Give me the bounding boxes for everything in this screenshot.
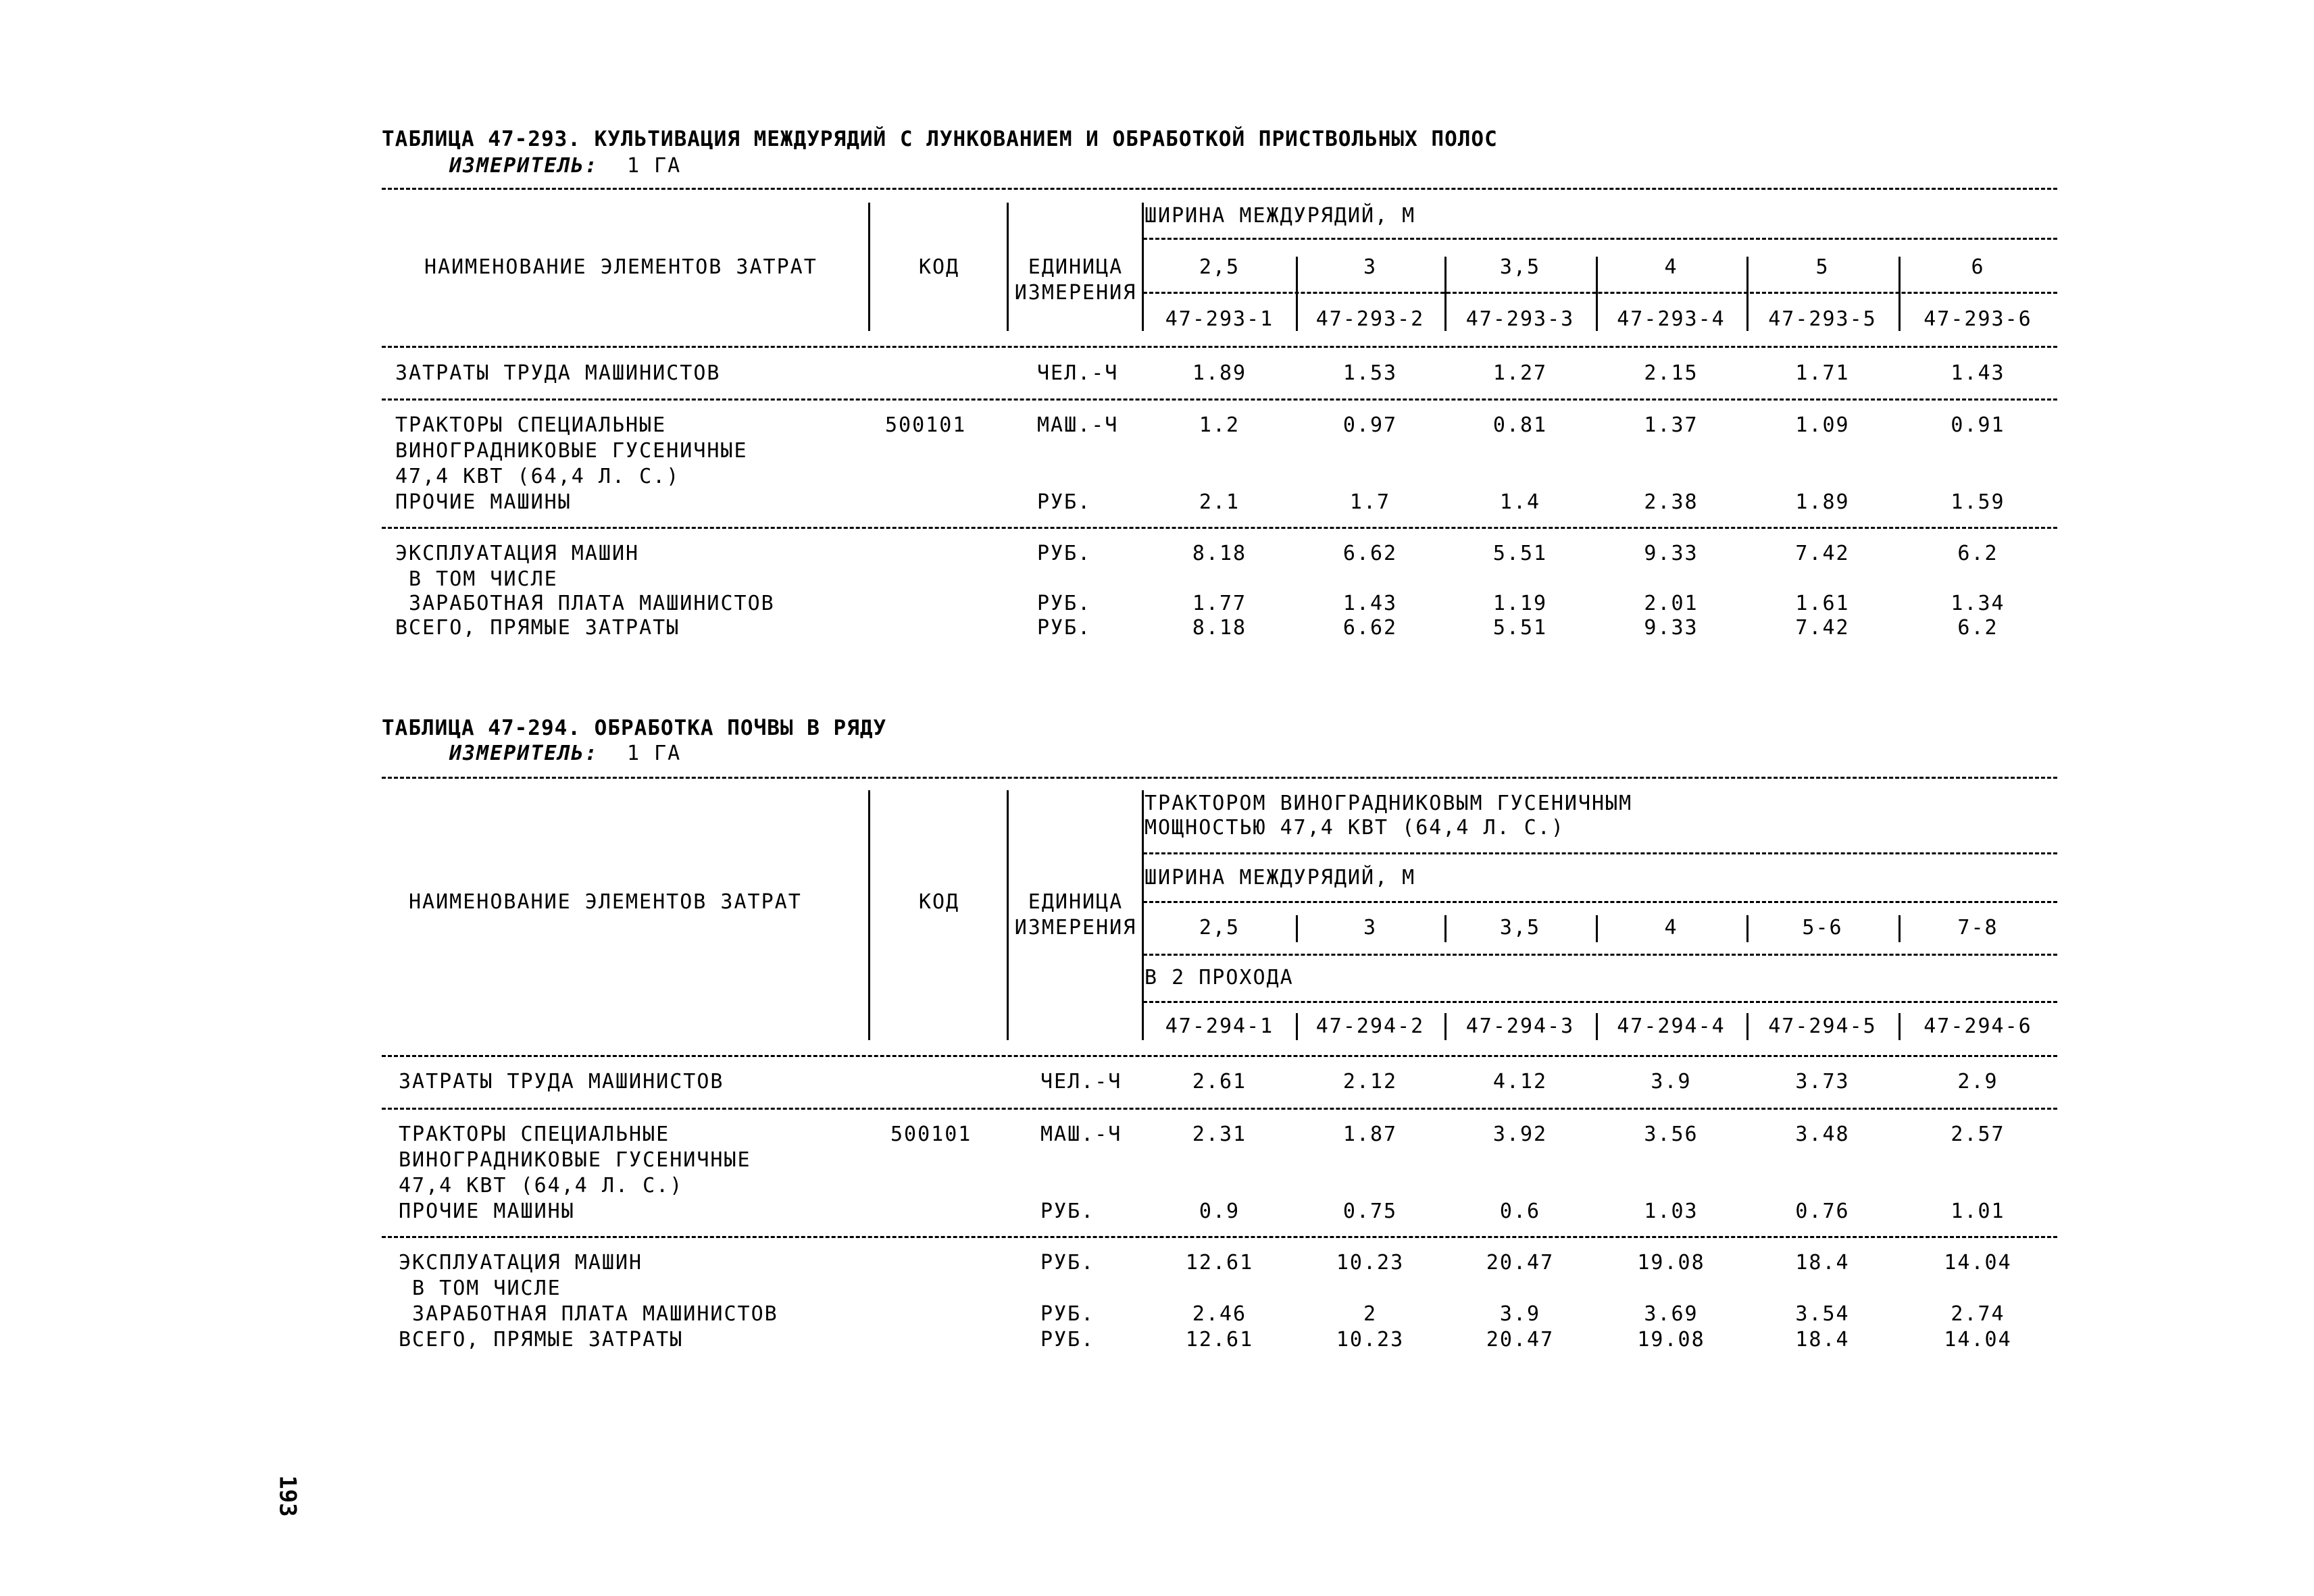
row-value: 10.23 (1336, 1251, 1405, 1275)
row-value: 1.77 (1192, 592, 1247, 615)
row-value: 7.42 (1795, 542, 1850, 565)
row-value: 0.9 (1199, 1200, 1240, 1223)
row-value: 2.61 (1192, 1070, 1247, 1093)
row-name: ЗАРАБОТНАЯ ПЛАТА МАШИНИСТОВ (399, 1302, 778, 1326)
row-name: ТРАКТОРЫ СПЕЦИАЛЬНЫЕ (399, 1123, 670, 1146)
row-value: 8.18 (1192, 542, 1247, 565)
row-value: 0.76 (1795, 1200, 1850, 1223)
table1-group-label: ШИРИНА МЕЖДУРЯДИЙ, М (1145, 204, 1416, 228)
table1-head-code: КОД (918, 255, 960, 279)
table1-width: 3 (1363, 255, 1378, 279)
row-value: 19.08 (1637, 1251, 1705, 1275)
row-value: 19.08 (1637, 1328, 1705, 1352)
row-value: 18.4 (1795, 1251, 1850, 1275)
table2-divider (1007, 790, 1009, 1040)
row-value: 6.2 (1957, 616, 1998, 640)
row-value: 2.9 (1957, 1070, 1998, 1093)
table2-code: 47-294-2 (1315, 1014, 1425, 1038)
row-value: 2.38 (1644, 490, 1699, 514)
table1-code: 47-293-3 (1465, 307, 1575, 331)
table2-width: 2,5 (1199, 916, 1240, 939)
table1-width-rule (1143, 292, 2057, 294)
table2-group-label: ШИРИНА МЕЖДУРЯДИЙ, М (1145, 866, 1416, 890)
row-unit: РУБ. (1040, 1302, 1095, 1326)
row-value: 2.31 (1192, 1123, 1247, 1146)
table2-width: 4 (1664, 916, 1678, 939)
row-unit: РУБ. (1037, 490, 1092, 514)
table2-group-label: МОЩНОСТЬЮ 47,4 КВТ (64,4 Л. С.) (1145, 816, 1565, 840)
row-value: 3.48 (1795, 1123, 1850, 1146)
row-value: 0.97 (1342, 413, 1398, 437)
row-value: 5.51 (1492, 616, 1548, 640)
row-value: 6.62 (1342, 542, 1398, 565)
row-code: 500101 (890, 1123, 972, 1146)
table2-code: 47-294-6 (1923, 1014, 2032, 1038)
row-value: 2.57 (1951, 1123, 2005, 1146)
table1-width: 6 (1971, 255, 1985, 279)
table2-group-rule (1143, 901, 2057, 903)
row-value: 1.61 (1795, 592, 1850, 615)
row-value: 6.62 (1342, 616, 1398, 640)
row-value: 1.89 (1192, 361, 1247, 385)
row-value: 8.18 (1192, 616, 1247, 640)
row-value: 1.2 (1199, 413, 1240, 437)
table2-code: 47-294-3 (1465, 1014, 1575, 1038)
row-name: 47,4 КВТ (64,4 Л. С.) (399, 1174, 684, 1198)
table1-meter-value: 1 ГА (627, 154, 682, 178)
row-unit: МАШ.-Ч (1040, 1123, 1122, 1146)
table2-row-rule (382, 1236, 2057, 1238)
row-value: 1.03 (1644, 1200, 1699, 1223)
table1-code: 47-293-2 (1315, 307, 1425, 331)
row-value: 1.27 (1492, 361, 1548, 385)
row-value: 9.33 (1644, 616, 1699, 640)
table2-code: 47-294-5 (1768, 1014, 1877, 1038)
table1-row-rule (382, 398, 2057, 401)
row-name: ЗАТРАТЫ ТРУДА МАШИНИСТОВ (399, 1070, 724, 1093)
row-unit: РУБ. (1037, 542, 1092, 565)
table1-title: ТАБЛИЦА 47-293. КУЛЬТИВАЦИЯ МЕЖДУРЯДИЙ С ЛУНКОВАНИЕМ И ОБРАБОТКОЙ ПРИСТВОЛЬНЫХ ПОЛОС (382, 127, 1498, 151)
row-value: 14.04 (1944, 1328, 2012, 1352)
row-value: 10.23 (1336, 1328, 1405, 1352)
row-unit: РУБ. (1040, 1328, 1095, 1352)
table1-group-rule (1143, 238, 2057, 240)
row-name: В ТОМ ЧИСЛЕ (399, 1277, 561, 1300)
row-name: ВСЕГО, ПРЯМЫЕ ЗАТРАТЫ (395, 616, 680, 640)
row-value: 6.2 (1957, 542, 1998, 565)
row-value: 3.69 (1644, 1302, 1699, 1326)
table2-width-rule (1143, 954, 2057, 956)
table2-row-rule (382, 1108, 2057, 1110)
row-value: 7.42 (1795, 616, 1850, 640)
row-value: 2.74 (1951, 1302, 2005, 1326)
row-value: 12.61 (1185, 1251, 1254, 1275)
row-value: 3.92 (1492, 1123, 1548, 1146)
table1-meter-label: ИЗМЕРИТЕЛЬ: (449, 154, 599, 178)
row-value: 12.61 (1185, 1328, 1254, 1352)
table2-meter-value: 1 ГА (627, 742, 682, 765)
row-name: В ТОМ ЧИСЛЕ (395, 567, 558, 591)
page-number: 193 (274, 1475, 301, 1517)
row-unit: ЧЕЛ.-Ч (1040, 1070, 1122, 1093)
row-name: ВИНОГРАДНИКОВЫЕ ГУСЕНИЧНЫЕ (399, 1148, 751, 1172)
row-value: 1.59 (1951, 490, 2005, 514)
row-name: ПРОЧИЕ МАШИНЫ (395, 490, 572, 514)
table1-head-unit: ИЗМЕРЕНИЯ (1014, 281, 1137, 305)
row-unit: РУБ. (1037, 616, 1092, 640)
row-value: 2.12 (1342, 1070, 1398, 1093)
table1-divider (868, 203, 870, 331)
row-name: ТРАКТОРЫ СПЕЦИАЛЬНЫЕ (395, 413, 667, 437)
table2-head-code: КОД (918, 890, 960, 914)
row-name: ЭКСПЛУАТАЦИЯ МАШИН (399, 1251, 643, 1275)
row-value: 3.9 (1651, 1070, 1692, 1093)
table2-pass-rule (1143, 1001, 2057, 1003)
table2-pass-label: В 2 ПРОХОДА (1145, 966, 1294, 989)
table1-width: 2,5 (1199, 255, 1240, 279)
row-value: 1.19 (1492, 592, 1548, 615)
row-name: ВСЕГО, ПРЯМЫЕ ЗАТРАТЫ (399, 1328, 684, 1352)
row-value: 1.09 (1795, 413, 1850, 437)
row-name: ЭКСПЛУАТАЦИЯ МАШИН (395, 542, 640, 565)
row-unit: РУБ. (1037, 592, 1092, 615)
row-value: 1.34 (1951, 592, 2005, 615)
table2-top-rule (382, 777, 2057, 779)
row-value: 2.15 (1644, 361, 1699, 385)
row-value: 1.53 (1342, 361, 1398, 385)
row-value: 1.01 (1951, 1200, 2005, 1223)
row-value: 2.01 (1644, 592, 1699, 615)
table2-meter-label: ИЗМЕРИТЕЛЬ: (449, 742, 599, 765)
table1-divider (1007, 203, 1009, 331)
row-value: 2 (1363, 1302, 1378, 1326)
table2-code: 47-294-1 (1165, 1014, 1274, 1038)
row-value: 0.75 (1342, 1200, 1398, 1223)
table1-head-unit: ЕДИНИЦА (1028, 255, 1124, 279)
row-name: ЗАТРАТЫ ТРУДА МАШИНИСТОВ (395, 361, 721, 385)
row-value: 14.04 (1944, 1251, 2012, 1275)
row-value: 9.33 (1644, 542, 1699, 565)
table2-head-unit: ЕДИНИЦА (1028, 890, 1124, 914)
row-code: 500101 (885, 413, 967, 437)
row-value: 0.81 (1492, 413, 1548, 437)
row-unit: РУБ. (1040, 1200, 1095, 1223)
row-name: 47,4 КВТ (64,4 Л. С.) (395, 465, 680, 488)
row-value: 3.9 (1499, 1302, 1541, 1326)
table1-width: 3,5 (1499, 255, 1541, 279)
row-unit: МАШ.-Ч (1037, 413, 1119, 437)
table2-group-label: ТРАКТОРОМ ВИНОГРАДНИКОВЫМ ГУСЕНИЧНЫМ (1145, 792, 1633, 815)
row-value: 3.54 (1795, 1302, 1850, 1326)
row-value: 3.56 (1644, 1123, 1699, 1146)
row-unit: РУБ. (1040, 1251, 1095, 1275)
table2-width: 7-8 (1957, 916, 1998, 939)
table1-code: 47-293-1 (1165, 307, 1274, 331)
table2-width: 3 (1363, 916, 1378, 939)
row-value: 3.73 (1795, 1070, 1850, 1093)
row-value: 18.4 (1795, 1328, 1850, 1352)
table1-width: 4 (1664, 255, 1678, 279)
table2-title: ТАБЛИЦА 47-294. ОБРАБОТКА ПОЧВЫ В РЯДУ (382, 716, 887, 740)
table2-width: 3,5 (1499, 916, 1541, 939)
row-value: 0.91 (1951, 413, 2005, 437)
table1-width: 5 (1815, 255, 1830, 279)
table1-code: 47-293-4 (1617, 307, 1726, 331)
row-value: 0.6 (1499, 1200, 1541, 1223)
row-value: 2.46 (1192, 1302, 1247, 1326)
table2-divider (868, 790, 870, 1040)
table2-width: 5-6 (1802, 916, 1843, 939)
row-unit: ЧЕЛ.-Ч (1037, 361, 1119, 385)
table2-group-rule (1143, 852, 2057, 854)
row-name: ПРОЧИЕ МАШИНЫ (399, 1200, 575, 1223)
table1-code: 47-293-6 (1923, 307, 2032, 331)
row-value: 4.12 (1492, 1070, 1548, 1093)
row-value: 20.47 (1486, 1328, 1555, 1352)
table2-header-rule (382, 1055, 2057, 1057)
table2-head-name: НАИМЕНОВАНИЕ ЭЛЕМЕНТОВ ЗАТРАТ (409, 890, 802, 914)
table1-header-rule (382, 346, 2057, 348)
row-value: 1.89 (1795, 490, 1850, 514)
row-name: ЗАРАБОТНАЯ ПЛАТА МАШИНИСТОВ (395, 592, 775, 615)
row-value: 1.71 (1795, 361, 1850, 385)
table2-head-unit: ИЗМЕРЕНИЯ (1014, 916, 1137, 939)
table1-code: 47-293-5 (1768, 307, 1877, 331)
row-value: 20.47 (1486, 1251, 1555, 1275)
row-value: 5.51 (1492, 542, 1548, 565)
table1-top-rule (382, 188, 2057, 190)
row-value: 1.43 (1342, 592, 1398, 615)
table2-code: 47-294-4 (1617, 1014, 1726, 1038)
row-value: 1.37 (1644, 413, 1699, 437)
row-value: 2.1 (1199, 490, 1240, 514)
row-value: 1.7 (1349, 490, 1391, 514)
row-name: ВИНОГРАДНИКОВЫЕ ГУСЕНИЧНЫЕ (395, 439, 748, 463)
row-value: 1.43 (1951, 361, 2005, 385)
table1-head-name: НАИМЕНОВАНИЕ ЭЛЕМЕНТОВ ЗАТРАТ (424, 255, 818, 279)
row-value: 1.4 (1499, 490, 1541, 514)
table1-row-rule (382, 527, 2057, 529)
row-value: 1.87 (1342, 1123, 1398, 1146)
